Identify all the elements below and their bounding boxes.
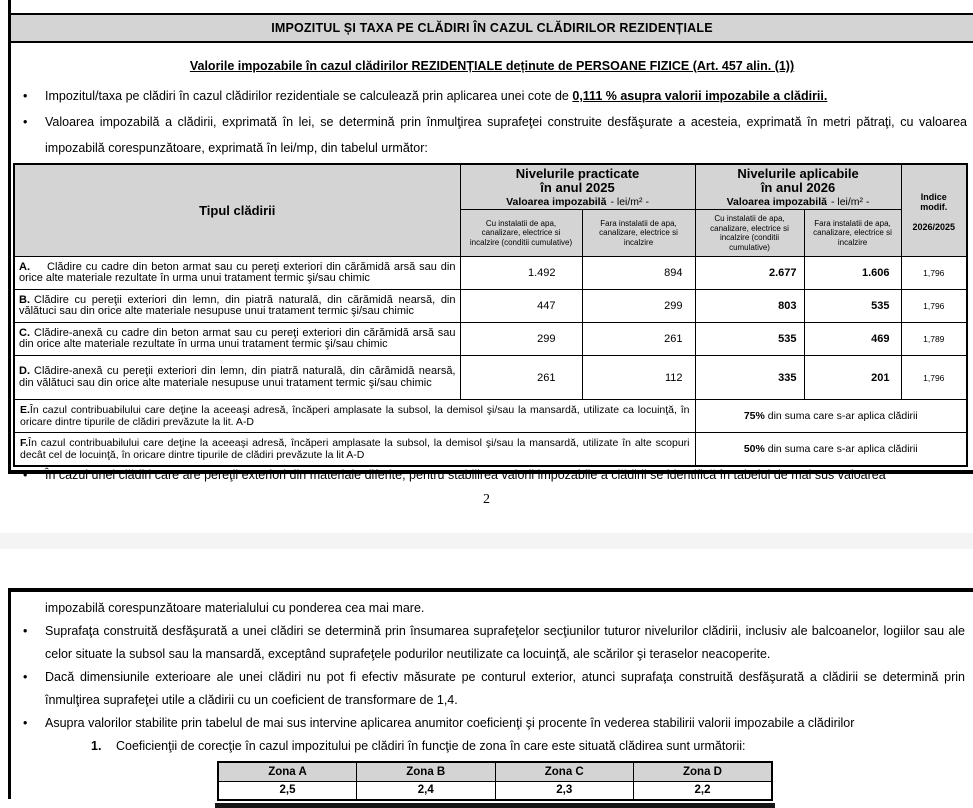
zone-b-header: Zona B xyxy=(357,762,496,781)
bullet-coefficients-text: Asupra valorilor stabilite prin tabelul de mai sus intervine aplicarea anumitor coeficienţi şi procente în vederea stabilirii valorii impozabile a clădirilor xyxy=(45,716,855,730)
item-1-number: 1. xyxy=(91,739,102,753)
zone-coefficients-table xyxy=(217,761,773,801)
row-A-label: A. xyxy=(19,260,30,273)
row-A-2025-without: 894 xyxy=(582,257,695,290)
zone-d-value: 2,2 xyxy=(634,781,773,800)
group-2026-line2: în anul 2026 xyxy=(760,180,836,195)
col-group-2026 xyxy=(695,164,901,210)
group-2025-line1: Nivelurile practicate xyxy=(515,166,640,181)
col-header-building-type: Tipul clădirii xyxy=(14,164,460,257)
bullet-taxable-value-text: Valoarea impozabilă a clădirii, exprimată în lei, se determină prin înmulţirea suprafeţei construite desfăşurate a acesteia, exprimată în metri pătraţi, cu valoarea impozabilă corespunzătoare, exprimată în lei/mp, din tabelul următor: xyxy=(45,115,967,155)
row-A-description: Clădire cu cadre din beton armat sau cu pereţi exteriori din cărămidă arsă sau din orice alte materiale rezultate în urma unui tratament termic şi/sau chimic xyxy=(19,260,456,284)
row-A-2026-without: 1.606 xyxy=(804,257,901,290)
table-row-F xyxy=(14,433,967,466)
subcol-2025-with-utilities: Cu instalatii de apa, canalizare, electrice si incalzire (conditii cumulative) xyxy=(460,210,582,257)
document-page-3 xyxy=(8,588,973,799)
top-spacer xyxy=(11,0,973,13)
row-A-2025-with: 1.492 xyxy=(460,257,582,290)
table-row-B xyxy=(14,290,967,323)
row-B-2025-without: 299 xyxy=(582,290,695,323)
row-C-index: 1,789 xyxy=(901,323,967,356)
bullet-icon xyxy=(23,83,45,109)
numbered-item-1 xyxy=(91,735,973,758)
row-C-description: Clădire-anexă cu cadre din beton armat sau cu pereţi exteriori din cărămidă arsă sau din orice alte materiale rezultate în urma unui tratament termic şi/sau chimic xyxy=(19,326,456,350)
row-C-2026-without: 469 xyxy=(804,323,901,356)
section-title-bar xyxy=(11,13,973,43)
bullet-exterior-dimensions xyxy=(23,666,965,712)
group-2025-line2: în anul 2025 xyxy=(540,180,615,195)
col-header-index: Indice modif. 2026/2025 xyxy=(901,164,967,257)
subcol-2026-without-utilities: Fara instalatii de apa, canalizare, electrice si incalzire xyxy=(804,210,901,257)
col-group-2025 xyxy=(460,164,695,210)
row-B-2026-without: 535 xyxy=(804,290,901,323)
page-subtitle: Valorile impozabile în cazul clădirilor REZIDENȚIALE deținute de PERSOANE FIZICE (Art. 457 alin. (1)) xyxy=(189,59,795,73)
bullet-different-materials xyxy=(23,468,971,483)
bullet-tax-rate-text: Impozitul/taxa pe clădiri în cazul clădirilor rezidentiale se calculează prin aplicarea unei cote de xyxy=(45,89,573,103)
zone-table-values-row xyxy=(218,781,772,800)
row-F-label: F. xyxy=(20,436,29,449)
page-separator-band xyxy=(0,533,973,549)
row-C-2026-with: 535 xyxy=(695,323,804,356)
table-row-C xyxy=(14,323,967,356)
item-1-text: Coeficienţii de corecţie în cazul impozitului pe clădiri în funcţie de zona în care este situată clădirea sunt următorii: xyxy=(116,739,746,753)
zone-d-header: Zona D xyxy=(634,762,773,781)
row-A-2026-with: 2.677 xyxy=(695,257,804,290)
row-D-2025-without: 112 xyxy=(582,356,695,400)
bullet-icon xyxy=(23,666,45,712)
section-title: IMPOZITUL ȘI TAXA PE CLĂDIRI ÎN CAZUL CLĂDIRILOR REZIDENȚIALE xyxy=(271,21,713,35)
bullet-icon xyxy=(23,712,45,735)
row-B-2026-with: 803 xyxy=(695,290,804,323)
table-row-D xyxy=(14,356,967,400)
row-B-index: 1,796 xyxy=(901,290,967,323)
bullet-taxable-value xyxy=(23,109,967,161)
bullet-tax-rate xyxy=(23,83,967,109)
subcol-2025-without-utilities: Fara instalatii de apa, canalizare, electrice si incalzire xyxy=(582,210,695,257)
bullet-tax-rate-emphasis: 0,111 % asupra valorii impozabile a clădirii. xyxy=(572,89,828,103)
row-C-2025-without: 261 xyxy=(582,323,695,356)
intro-bullets xyxy=(23,83,967,161)
document-page-2 xyxy=(8,0,973,482)
zone-b-value: 2,4 xyxy=(357,781,496,800)
bullet-icon xyxy=(23,468,45,483)
row-F-description: În cazul contribuabilului care deţine la aceeaşi adresă, încăperi amplasate la subsol, la demisol şi/sau la mansardă, utilizate în alte scopuri decât cel de locuinţă, în oricare dintre tipurile de clădiri prevăzute la lit A-D xyxy=(20,436,690,461)
bullet-coefficients xyxy=(23,712,965,735)
zone-a-header: Zona A xyxy=(218,762,357,781)
table-row-A xyxy=(14,257,967,290)
row-B-2025-with: 447 xyxy=(460,290,582,323)
bullet-icon xyxy=(23,109,45,161)
row-A-index: 1,796 xyxy=(901,257,967,290)
bullet-built-area xyxy=(23,620,965,666)
table-header-row-groups xyxy=(14,164,967,210)
row-D-2025-with: 261 xyxy=(460,356,582,400)
group-2025-unit: Valoarea impozabilă - lei/m² - xyxy=(506,196,649,208)
row-D-label: D. xyxy=(19,365,30,377)
group-2026-unit: Valoarea impozabilă - lei/m² - xyxy=(726,196,870,208)
row-B-description: Clădire cu pereţii exteriori din lemn, din piatră naturală, din cărămidă nearsă, din vălătuci sau din orice alte materiale nesupuse unui tratament termic şi/sau chimic xyxy=(19,293,456,317)
cropped-next-table-edge xyxy=(215,803,775,808)
page-margin-spacer xyxy=(0,549,973,588)
row-E-value: 75% din suma care s-ar aplica clădirii xyxy=(695,400,967,433)
zone-a-value: 2,5 xyxy=(218,781,357,800)
subcol-2026-with-utilities: Cu instalatii de apa, canalizare, electrice si incalzire (conditii cumulative) xyxy=(695,210,804,257)
zone-table-header-row xyxy=(218,762,772,781)
zone-c-header: Zona C xyxy=(495,762,634,781)
table-row-E xyxy=(14,400,967,433)
row-F-value: 50% din suma care s-ar aplica clădirii xyxy=(695,433,967,466)
row-D-description: Clădire-anexă cu pereţii exteriori din lemn, din piatră naturală, din cărămidă nearsă, din vălătuci sau din orice alte materiale nesupuse unui tratament termic şi/sau chimic xyxy=(19,365,456,389)
page-number: 2 xyxy=(483,492,490,507)
bullet-different-materials-text: În cazul unei clădiri care are pereţii exteriori din materiale diferite, pentru stabilirea valorii impozabile a clădirii se identifică în tabelul de mai sus valoarea xyxy=(45,467,886,482)
bullet-built-area-text: Suprafaţa construită desfăşurată a unei clădiri se determină prin însumarea suprafeţelor secţiunilor tuturor nivelurilor clădirii, inclusiv ale balcoanelor, logiilor sau ale celor situate la subsol sau la mansardă, exceptând suprafeţele podurilor neutilizate ca locuinţă, ale scărilor şi teraselor neacoperite. xyxy=(45,624,965,661)
bullet-exterior-dimensions-text: Dacă dimensiunile exterioare ale unei clădiri nu pot fi efectiv măsurate pe conturul exterior, atunci suprafaţa construită desfăşurată a clădirii se determină prin înmulţirea suprafeţei utile a clădirii cu un coeficient de transformare de 1,4. xyxy=(45,670,965,707)
row-E-description: În cazul contribuabilului care deţine la aceeaşi adresă, încăperi amplasate la subsol, la demisol şi/sau la mansardă, utilizate ca locuinţă, în oricare dintre tipurile de clădiri prevăzute la lit. A-D xyxy=(20,404,690,428)
row-B-label: B. xyxy=(19,293,30,306)
row-D-2026-with: 335 xyxy=(695,356,804,400)
row-D-2026-without: 201 xyxy=(804,356,901,400)
group-2026-line1: Nivelurile aplicabile xyxy=(737,166,859,181)
taxable-values-table xyxy=(13,163,968,467)
row-D-index: 1,796 xyxy=(901,356,967,400)
zone-c-value: 2,3 xyxy=(495,781,634,800)
page-gap xyxy=(0,474,973,588)
row-E-label: E. xyxy=(20,404,30,416)
row-C-label: C. xyxy=(19,326,30,339)
bullet-icon xyxy=(23,620,45,666)
paragraph-continuation: impozabilă corespunzătoare materialului cu ponderea cea mai mare. xyxy=(45,601,425,615)
row-C-2025-with: 299 xyxy=(460,323,582,356)
